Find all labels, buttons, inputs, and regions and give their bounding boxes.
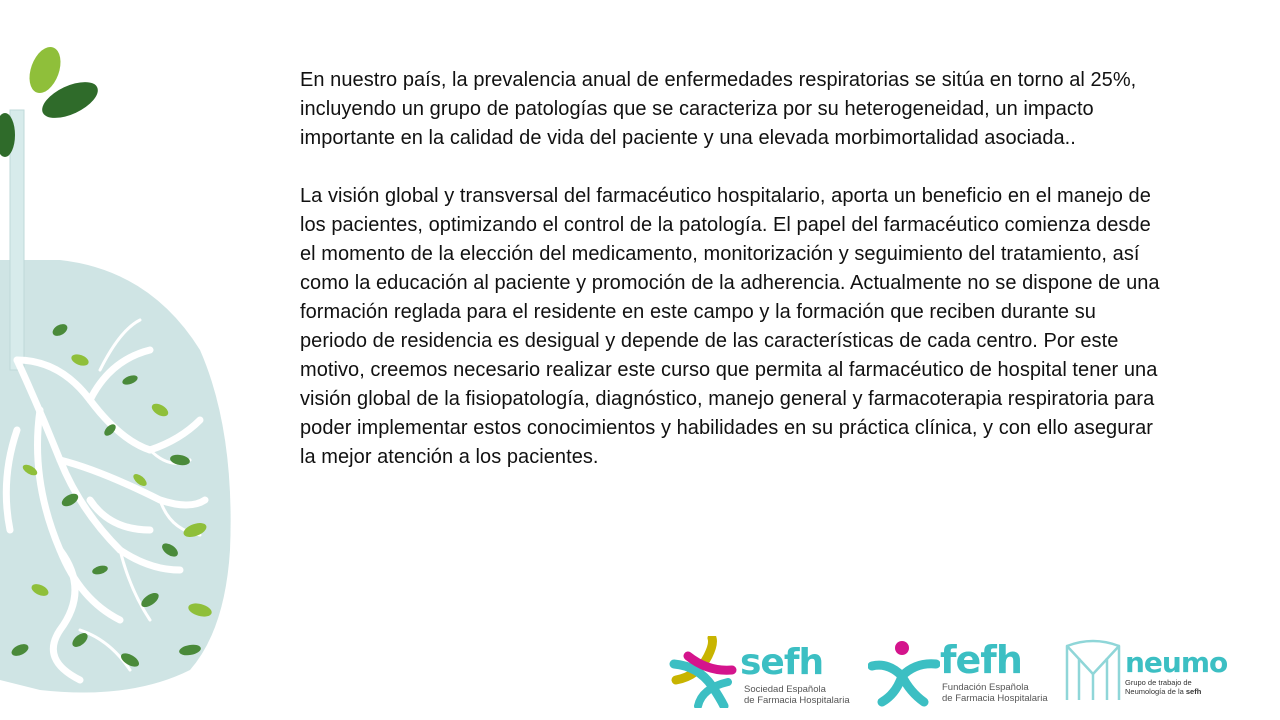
paragraph-pharmacist-role: La visión global y transversal del farmacéutico hospitalario, aporta un beneficio en el manejo de los pacientes, optimizando el control de la patología. El papel del farmacéutico comienza desde el momento de la elección del medicamento, monitorización y seguimiento del tratamiento, así como la educación al paciente y promoción de la adherencia. Actualmente no se dispone de una formación reglada para el residente en este campo y la formación que reciben durante su periodo de residencia es desigual y depende de las características de cada centro. Por este motivo, creemos necesario realizar este curso que permita al farmacéutico de hospital tener una visión global de la fisiopatología, diagnóstico, manejo general y farmacoterapia respiratoria para poder implementar estos conocimientos y habilidades en su práctica clínica, y con ello asegurar la mejor atención a los pacientes.: [300, 185, 1160, 468]
sefh-emblem-icon: [668, 636, 738, 708]
neumo-subtitle: Grupo de trabajo de Neumología de la sefh: [1125, 678, 1202, 696]
fefh-wordmark: fefh: [940, 638, 1022, 682]
neumo-wordmark: neumo: [1125, 646, 1228, 679]
neumo-logo: [1063, 632, 1228, 712]
logos-row: [668, 632, 1228, 712]
lung-tree-illustration: [0, 30, 240, 720]
sefh-wordmark: sefh: [740, 642, 824, 683]
neumo-lung-icon: [1063, 638, 1123, 704]
fefh-logo: [868, 632, 1053, 712]
fefh-emblem-icon: [868, 636, 940, 708]
body-text: [300, 66, 1160, 472]
paragraph-prevalence: En nuestro país, la prevalencia anual de enfermedades respiratorias se sitúa en torno al 25%, incluyendo un grupo de patologías que se caracteriza por su heterogeneidad, un impacto importante en la calidad de vida del paciente y una elevada morbimortalidad asociada..: [300, 69, 1137, 149]
sefh-logo: [668, 632, 853, 712]
sefh-subtitle: Sociedad Española de Farmacia Hospitalaria: [744, 684, 850, 706]
fefh-subtitle: Fundación Española de Farmacia Hospitalaria: [942, 682, 1048, 704]
